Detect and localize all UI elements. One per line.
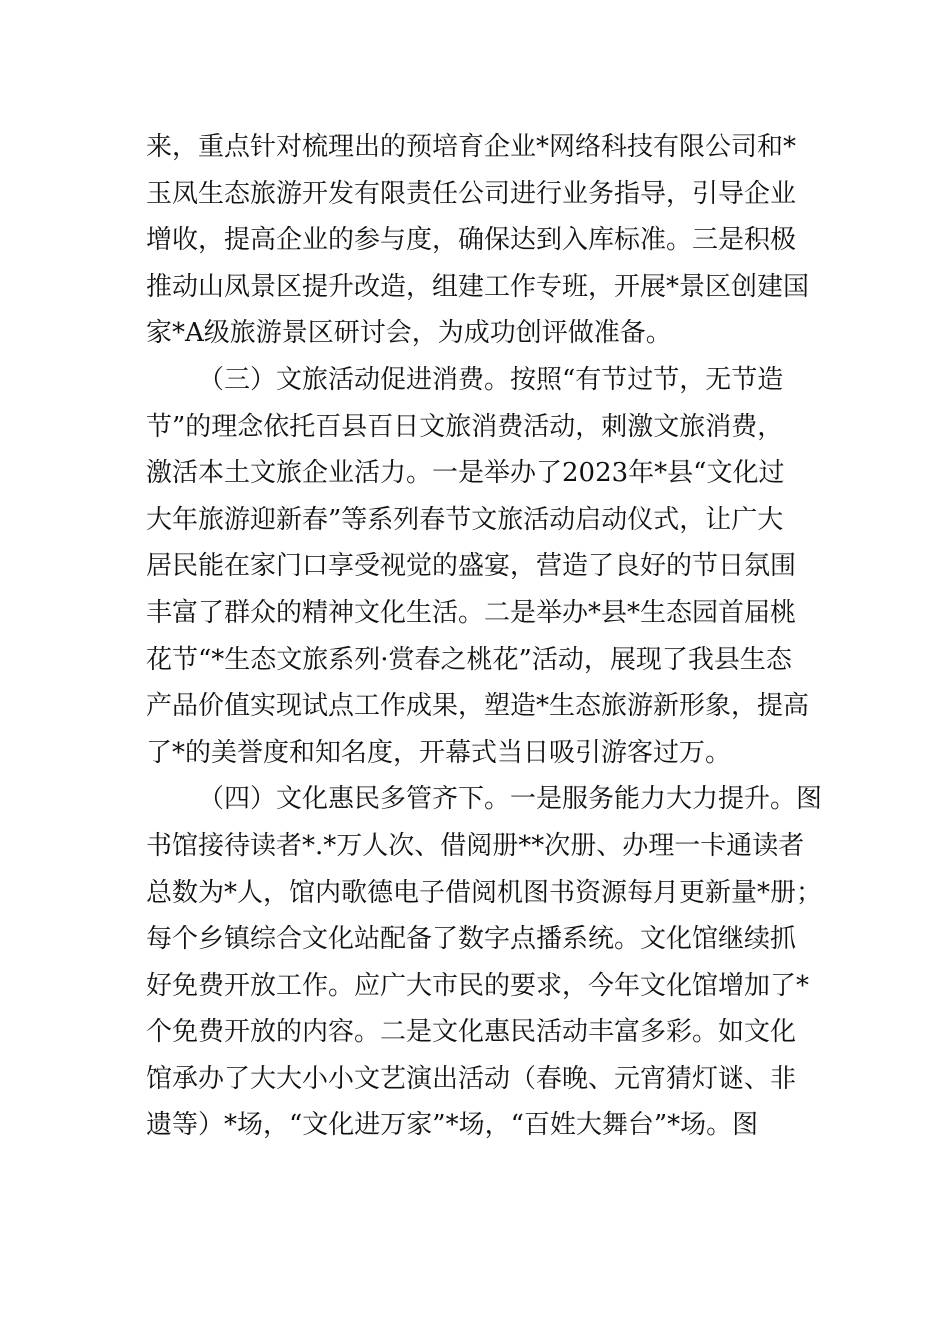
text-line: 家*A级旅游景区研讨会，为成功创评做准备。 (146, 318, 672, 349)
text-line: 激活本土文旅企业活力。一是举办了2023年*县“文化过 (146, 458, 785, 489)
section-heading-line: （四）文化惠民多管齐下。一是服务能力大力提升。图 (198, 784, 823, 815)
text-line: 遗等）*场，“文化进万家”*场，“百姓大舞台”*场。图 (146, 1110, 759, 1141)
text-line: 产品价值实现试点工作成果，塑造*生态旅游新形象，提高 (146, 691, 810, 722)
text-line: 书馆接待读者*.*万人次、借阅册**次册、办理一卡通读者 (146, 830, 805, 861)
text-line: 增收，提高企业的参与度，确保达到入库标准。三是积极 (146, 225, 797, 256)
text-line: 每个乡镇综合文化站配备了数字点播系统。文化馆继续抓 (146, 924, 797, 955)
text-line: 花节“*生态文旅系列·赏春之桃花”活动，展现了我县生态 (146, 644, 792, 675)
text-line: 推动山凤景区提升改造，组建工作专班，开展*景区创建国 (146, 271, 810, 302)
text-line: 个免费开放的内容。二是文化惠民活动丰富多彩。如文化 (146, 1017, 797, 1048)
section-heading-line: （三）文旅活动促进消费。按照“有节过节，无节造 (198, 364, 784, 395)
text-line: 大年旅游迎新春”等系列春节文旅活动启动仪式，让广大 (146, 504, 784, 535)
document-body (146, 124, 826, 1149)
text-line: 节”的理念依托百县百日文旅消费活动，刺激文旅消费， (146, 411, 784, 442)
text-line: 居民能在家门口享受视觉的盛宴，营造了良好的节日氛围 (146, 551, 797, 582)
text-line: 馆承办了大大小小文艺演出活动（春晚、元宵猜灯谜、非 (146, 1063, 797, 1094)
text-line: 好免费开放工作。应广大市民的要求，今年文化馆增加了* (146, 970, 810, 1001)
text-line: 总数为*人，馆内歌德电子借阅机图书资源每月更新量*册； (146, 877, 823, 908)
text-line: 了*的美誉度和知名度，开幕式当日吸引游客过万。 (146, 737, 732, 768)
text-line: 来，重点针对梳理出的预培育企业*网络科技有限公司和* (146, 132, 797, 162)
text-line: 玉凤生态旅游开发有限责任公司进行业务指导，引导企业 (146, 178, 797, 209)
text-line: 丰富了群众的精神文化生活。二是举办*县*生态园首届桃 (146, 597, 797, 628)
